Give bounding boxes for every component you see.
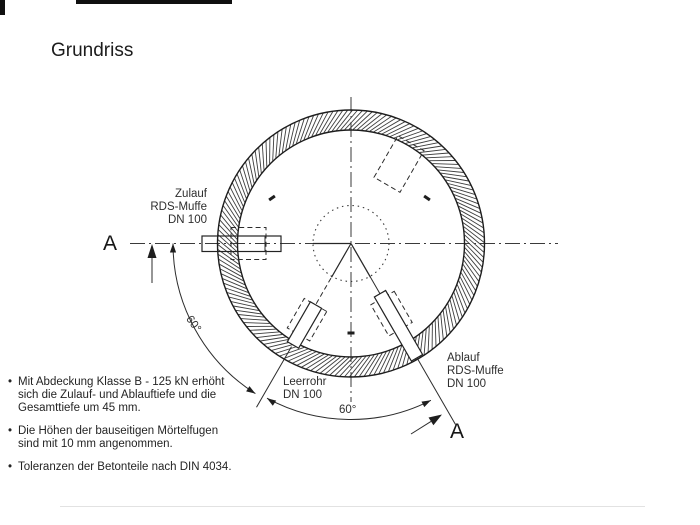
ablauf-label-line2: RDS-Muffe (447, 365, 504, 377)
leerrohr-label-line1: Leerrohr (283, 376, 327, 388)
lifting-anchor (423, 195, 430, 201)
ablauf-label-line1: Ablauf (447, 352, 480, 364)
zulauf-label (139, 188, 207, 227)
zulauf-label-line1: Zulauf (175, 188, 207, 200)
section-marker-a-left: A (103, 232, 118, 255)
note-line: sind mit 10 mm angenommen. (18, 438, 173, 450)
note-item (8, 376, 232, 415)
lifting-anchors (268, 195, 430, 335)
lifting-anchor (348, 332, 355, 335)
note-line: Toleranzen der Betonteile nach DIN 4034. (18, 461, 232, 473)
section-marker-a-right: A (450, 420, 465, 443)
zulauf-label-line3: DN 100 (168, 214, 207, 226)
leerrohr-label (283, 376, 326, 402)
page-title: Grundriss (51, 40, 134, 61)
zulauf-label-line2: RDS-Muffe (150, 201, 207, 213)
angle-label-left: 60° (183, 313, 204, 335)
note-item (8, 425, 232, 451)
angle-label-bottom: 60° (339, 404, 357, 416)
lifting-anchor (268, 195, 275, 201)
channel-lines (313, 244, 371, 278)
ablauf-label (447, 352, 504, 391)
notes-list (8, 376, 232, 484)
note-line: Die Höhen der bauseitigen Mörtelfugen (18, 425, 219, 437)
note-item (8, 461, 232, 474)
note-line: sich die Zulauf- und Ablauftiefe und die (18, 389, 217, 401)
note-line: Mit Abdeckung Klasse B - 125 kN erhöht (18, 376, 225, 388)
bullet-icon: • (8, 376, 13, 388)
bullet-icon: • (8, 425, 13, 437)
bullet-icon: • (8, 461, 13, 473)
leerrohr-label-line2: DN 100 (283, 389, 322, 401)
ablauf-label-line3: DN 100 (447, 378, 486, 390)
note-line: Gesamttiefe um 45 mm. (18, 402, 141, 414)
